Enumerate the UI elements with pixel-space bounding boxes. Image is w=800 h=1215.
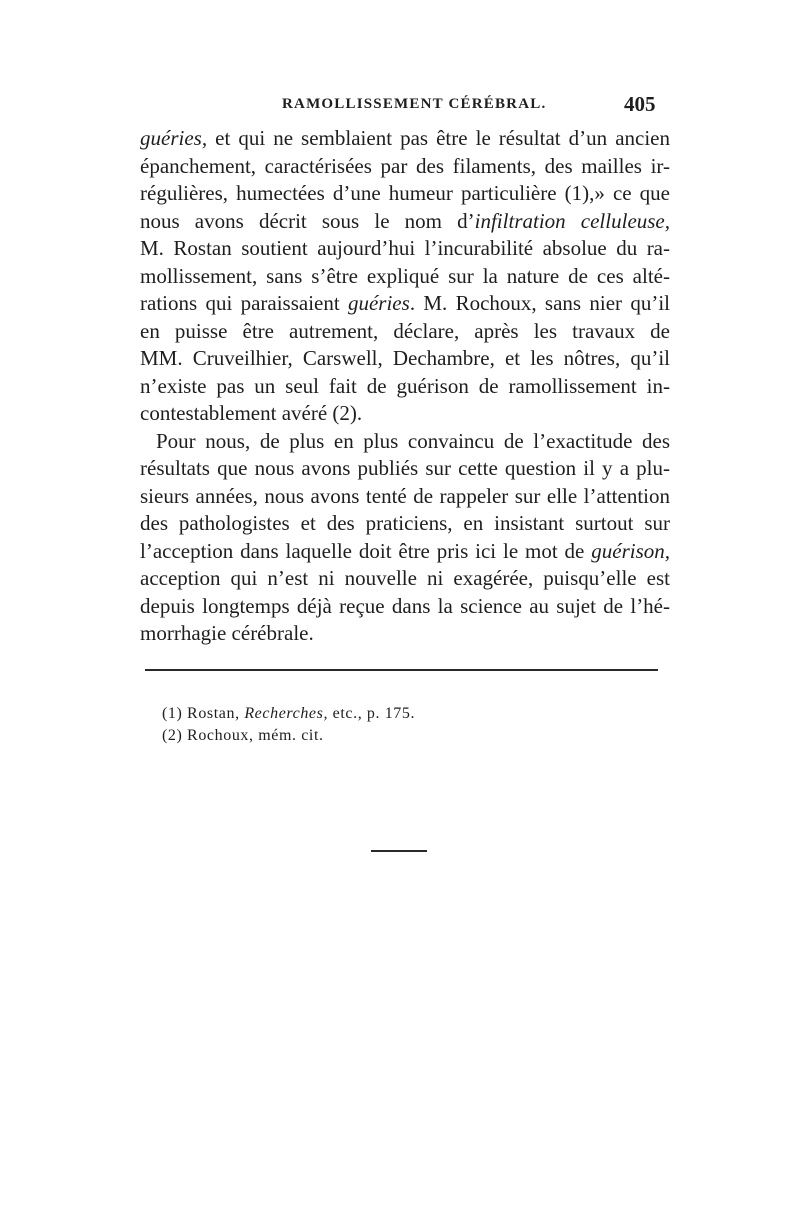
text-line: [140, 538, 670, 566]
text-run: . M. Rochoux, sans nier qu’il: [409, 291, 670, 315]
italic-text: Recherches,: [244, 705, 329, 722]
text-line: des pathologistes et des praticiens, en insistant surtout sur: [140, 511, 670, 535]
italic-text: guéries: [347, 291, 410, 315]
text-run: etc., p. 175.: [328, 705, 416, 722]
text-line: [140, 208, 670, 236]
text-line: en puisse être autrement, déclare, après les travaux de: [140, 318, 670, 343]
text-line: régulières, humectées d’une humeur particulière (1),» ce que: [140, 181, 670, 205]
text-line: Pour nous, de plus en plus convaincu de l’exactitude des: [156, 428, 670, 453]
text-run: et qui ne semblaient pas être le résultat d’un ancien: [207, 126, 670, 150]
text-line: [140, 290, 670, 318]
running-title: RAMOLLISSEMENT CÉRÉBRAL.: [282, 96, 547, 112]
footnote-separator: [145, 669, 658, 671]
text-line: depuis longtemps déjà reçue dans la science au sujet de l’hé-: [140, 593, 670, 618]
paragraph-2: [140, 428, 670, 648]
italic-text: infiltration celluleuse,: [474, 208, 671, 233]
italic-text: guérison,: [591, 538, 670, 563]
footnote-1: [162, 703, 642, 725]
text-line: résultats que nous avons publiés sur cette question il y a plu-: [140, 456, 670, 480]
text-run: (1) Rostan,: [162, 705, 245, 722]
text-line: sieurs années, nous avons tenté de rappeler sur elle l’attention: [140, 483, 670, 508]
text-line: mollissement, sans s’être expliqué sur la nature de ces alté-: [140, 263, 670, 288]
text-line: [140, 125, 670, 153]
text-run: l’acception dans laquelle doit être pris ici le mot de: [140, 538, 592, 563]
footnotes: [162, 703, 642, 747]
page-number: 405: [624, 92, 656, 116]
footnote-2: (2) Rochoux, mém. cit.: [162, 727, 324, 744]
text-line: MM. Cruveilhier, Carswell, Dechambre, et les nôtres, qu’il: [140, 346, 670, 370]
text-line: M. Rostan soutient aujourd’hui l’incurabilité absolue du ra-: [140, 236, 670, 260]
text-line: acception qui n’est ni nouvelle ni exagérée, puisqu’elle est: [140, 566, 670, 590]
text-run: rations qui paraissaient: [140, 291, 348, 315]
text-line: morrhagie cérébrale.: [140, 621, 314, 645]
end-rule: [371, 850, 427, 852]
text-line: épanchement, caractérisées par des filaments, des mailles ir-: [140, 153, 670, 178]
text-line: contestablement avéré (2).: [140, 401, 363, 425]
italic-text: guéries,: [140, 126, 208, 150]
text-line: n’existe pas un seul fait de guérison de ramollissement in-: [140, 373, 670, 398]
body-text: [140, 125, 670, 648]
text-run: nous avons décrit sous le nom d’: [140, 208, 475, 233]
paragraph-1: [140, 125, 670, 428]
